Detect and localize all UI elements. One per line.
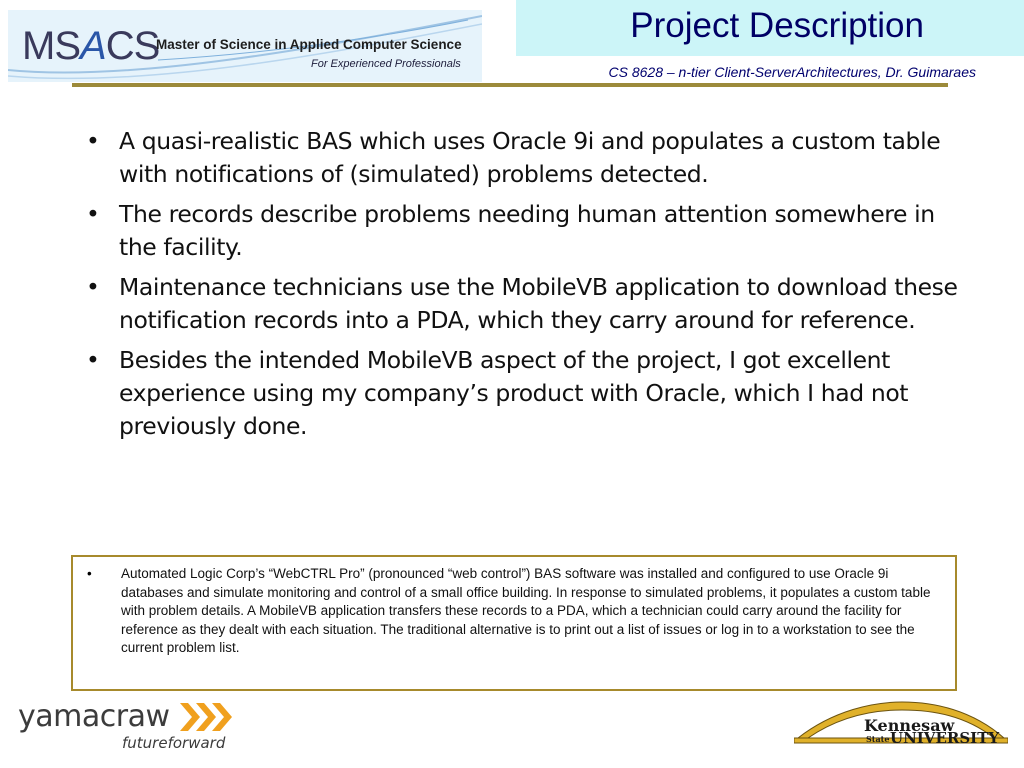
- title-box: [516, 0, 1024, 56]
- bullet-text: Besides the intended MobileVB aspect of the project, I got excellent experience using my company’s product with Oracle, which I had not previously done.: [119, 346, 909, 440]
- ksu-university: UNIVERSITY: [890, 729, 1000, 747]
- yamacraw-tagline: futureforward: [122, 734, 226, 752]
- mark-ms: MS: [22, 24, 80, 68]
- notes-marker: •: [87, 566, 92, 581]
- bullet-list: [86, 125, 966, 450]
- bullet-marker: •: [86, 200, 100, 228]
- yamacraw-wordmark: yamacraw: [18, 699, 170, 734]
- title-divider: [72, 83, 948, 87]
- bullet-item: [86, 125, 966, 191]
- program-subtitle: For Experienced Professionals: [311, 58, 461, 70]
- course-line: CS 8628 – n-tier Client-ServerArchitectures, Dr. Guimaraes: [608, 64, 976, 80]
- bullet-text: The records describe problems needing human attention somewhere in the facility.: [119, 200, 935, 261]
- bullet-text: A quasi-realistic BAS which uses Oracle 9i and populates a custom table with notifications of (simulated) problems detected.: [119, 127, 941, 188]
- yamacraw-logo: [18, 695, 228, 755]
- bullet-marker: •: [86, 346, 100, 374]
- mark-a: A: [80, 24, 106, 68]
- bullet-marker: •: [86, 273, 100, 301]
- ksu-logo: [794, 698, 1008, 756]
- notes-box: [71, 555, 957, 691]
- ksu-state: State: [866, 734, 890, 744]
- chevron-arrows-icon: [178, 701, 234, 733]
- msacs-mark: [22, 24, 159, 68]
- program-name: Master of Science in Applied Computer Science: [156, 37, 462, 52]
- notes-text: Automated Logic Corp’s “WebCTRL Pro” (pronounced “web control”) BAS software was installed and configured to use Oracle 9i databases and simulate monitoring and control of a small office building. In response to simulated problems, it populates a custom table with problem details. A MobileVB application transfers these records to a PDA, which a technician could carry around the facility for reference as they dealt with each situation. The traditional alternative is to print out a list of issues or log in to a workstation to see the current problem list.: [121, 566, 931, 655]
- bullet-marker: •: [86, 127, 100, 155]
- bullet-text: Maintenance technicians use the MobileVB application to download these notification records into a PDA, which they carry around for reference.: [119, 273, 958, 334]
- bullet-item: [86, 198, 966, 264]
- msacs-logo: [8, 10, 482, 82]
- slide-title: Project Description: [630, 6, 924, 45]
- ksu-kennesaw: Kennesaw: [864, 716, 955, 735]
- bullet-item: [86, 271, 966, 337]
- mark-cs: CS: [105, 24, 160, 68]
- bullet-item: [86, 344, 966, 443]
